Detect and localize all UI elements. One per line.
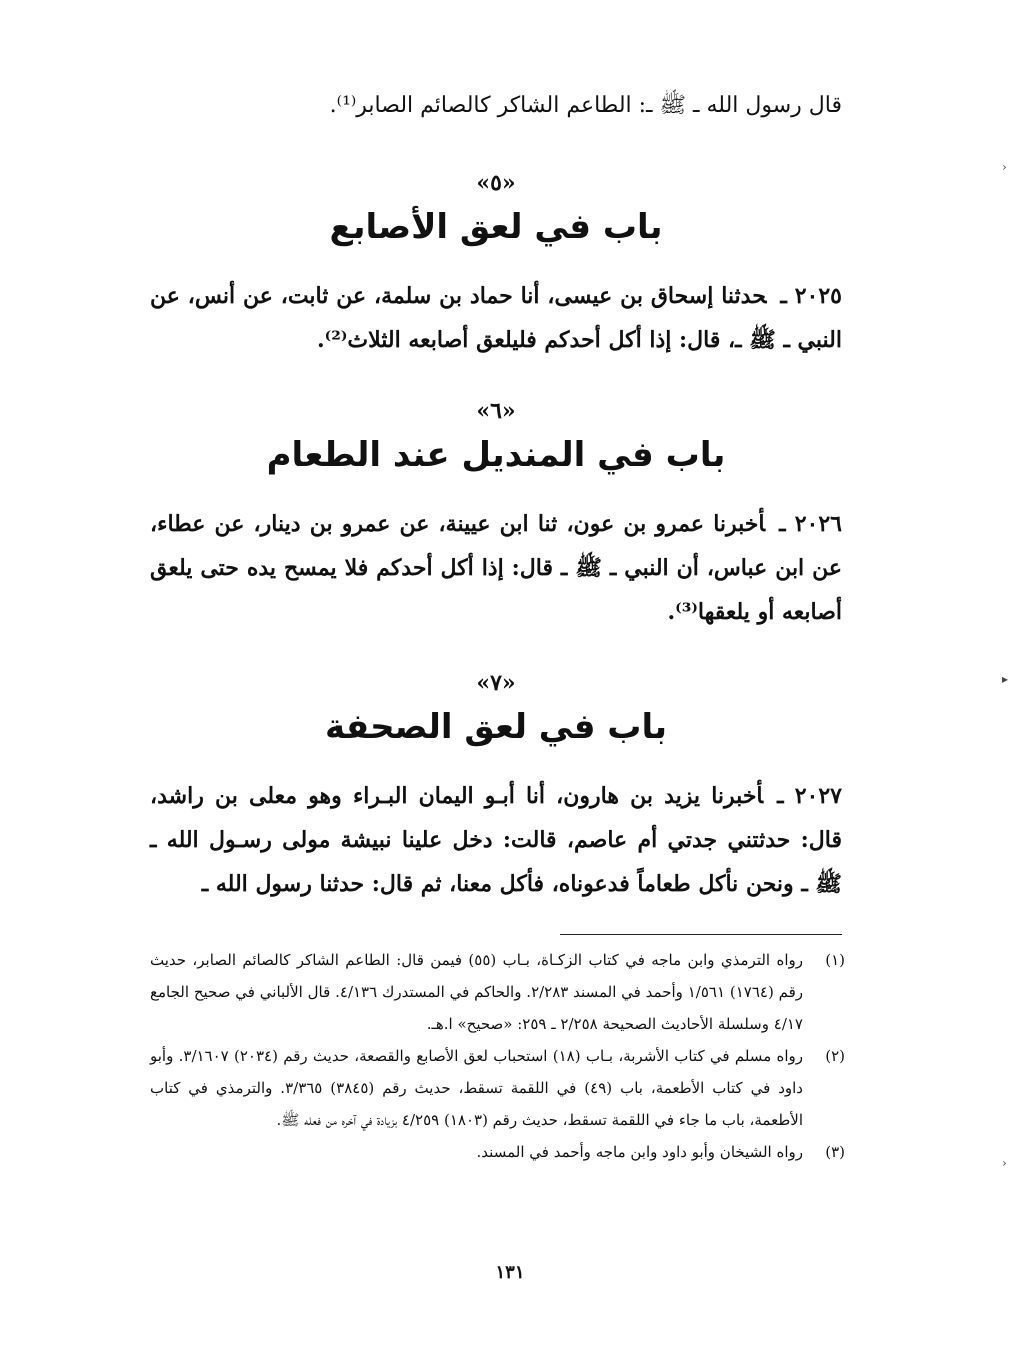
- footnote-separator: [560, 934, 842, 935]
- chapter-title: باب في لعق الأصابع: [329, 207, 663, 247]
- page-number: ١٣١: [495, 1262, 525, 1283]
- hadith-number: ٢٠٢٧ ـ: [777, 783, 842, 809]
- footnote-number: (٣): [825, 1143, 845, 1161]
- section-7: [150, 668, 842, 906]
- hadith-text: أخبرنا عمرو بن عون، ثنا ابن عيينة، عن عمرو بن دينار، عن عطاء، عن ابن عباس، أن النبي ـ ﷺ ـ قال: إذا أكل أحدكم فلا يمسح يده حتى يلعق أصابعه أو يلعقها⁽³⁾.: [150, 511, 842, 625]
- section-number: «٥»: [476, 170, 516, 196]
- hadith-number: ٢٠٢٥ ـ: [780, 283, 842, 309]
- footnote: [150, 1040, 845, 1136]
- hadith-text: حدثنا إسحاق بن عيسى، أنا حماد بن سلمة، عن ثابت، عن أنس، عن النبي ـ ﷺ ـ، قال: إذا أكل أحدكم فليلعق أصابعه الثلاث⁽²⁾.: [150, 283, 842, 353]
- scan-mark: ›: [1002, 1156, 1007, 1170]
- footnote: [150, 1136, 845, 1168]
- intro-line: قال رسول الله ـ ﷺ ـ: الطاعم الشاكر كالصائم الصابر⁽¹⁾.: [329, 93, 842, 118]
- footnote-text: رواه الترمذي وابن ماجه في كتاب الزكـاة، بـاب (٥٥) فيمن قال: الطاعم الشاكر كالصائم الصابر، حديث رقم (١٧٦٤) ١/٥٦١ وأحمد في المسند ٢/٢٨٣. والحاكم في المستدرك ٤/١٣٦. قال الألباني في صحيح الجامع ٤/١٧ وسلسلة الأحاديث الصحيحة ٢/٢٥٨ ـ ٢٥٩: «صحيح» ا.هـ.: [150, 951, 804, 1033]
- hadith-paragraph: [150, 274, 842, 362]
- section-number: «٧»: [476, 670, 516, 696]
- hadith-paragraph: [150, 502, 842, 634]
- scan-mark: ▸: [1002, 672, 1009, 686]
- scan-mark: ›: [1002, 160, 1007, 174]
- footnote-text: رواه الشيخان وأبو داود وابن ماجه وأحمد في المسند.: [476, 1143, 803, 1161]
- section-5: [150, 168, 842, 362]
- hadith-text: أخبرنا يزيد بن هارون، أنا أبـو اليمان البـراء وهو معلى بن راشد، قال: حدثتني جدتي أم عاصم، قالت: دخل علينا نبيشة مولى رسـول الله ـ ﷺ ـ ونحن نأكل طعاماً فدعوناه، فأكل معنا، ثم قال: حدثنا رسول الله ـ: [150, 783, 842, 897]
- hadith-number: ٢٠٢٦ ـ: [779, 511, 842, 537]
- footnote: [150, 944, 845, 1040]
- footnote-number: (٢): [825, 1047, 845, 1065]
- chapter-title: باب في لعق الصحفة: [325, 707, 667, 747]
- footnote-number: (١): [825, 951, 845, 969]
- footnote-text: رواه مسلم في كتاب الأشربة، بـاب (١٨) استحباب لعق الأصابع والقصعة، حديث رقم (٢٠٣٤) ٣/١٦٠٧. وأبو داود في كتاب الأطعمة، باب (٤٩) في اللقمة تسقط، حديث رقم (٣٨٤٥) ٣/٣٦٥. والترمذي في كتاب الأطعمة، باب ما جاء في اللقمة تسقط، حديث رقم (١٨٠٣) ٤/٢٥٩ بزيادة في آخره من فعله ﷺ.: [150, 1047, 804, 1129]
- section-number: «٦»: [476, 398, 516, 424]
- footnotes: [150, 944, 845, 1168]
- section-6: [150, 396, 842, 634]
- main-text: [150, 78, 842, 924]
- chapter-title: باب في المنديل عند الطعام: [266, 435, 726, 475]
- hadith-paragraph: [150, 774, 842, 906]
